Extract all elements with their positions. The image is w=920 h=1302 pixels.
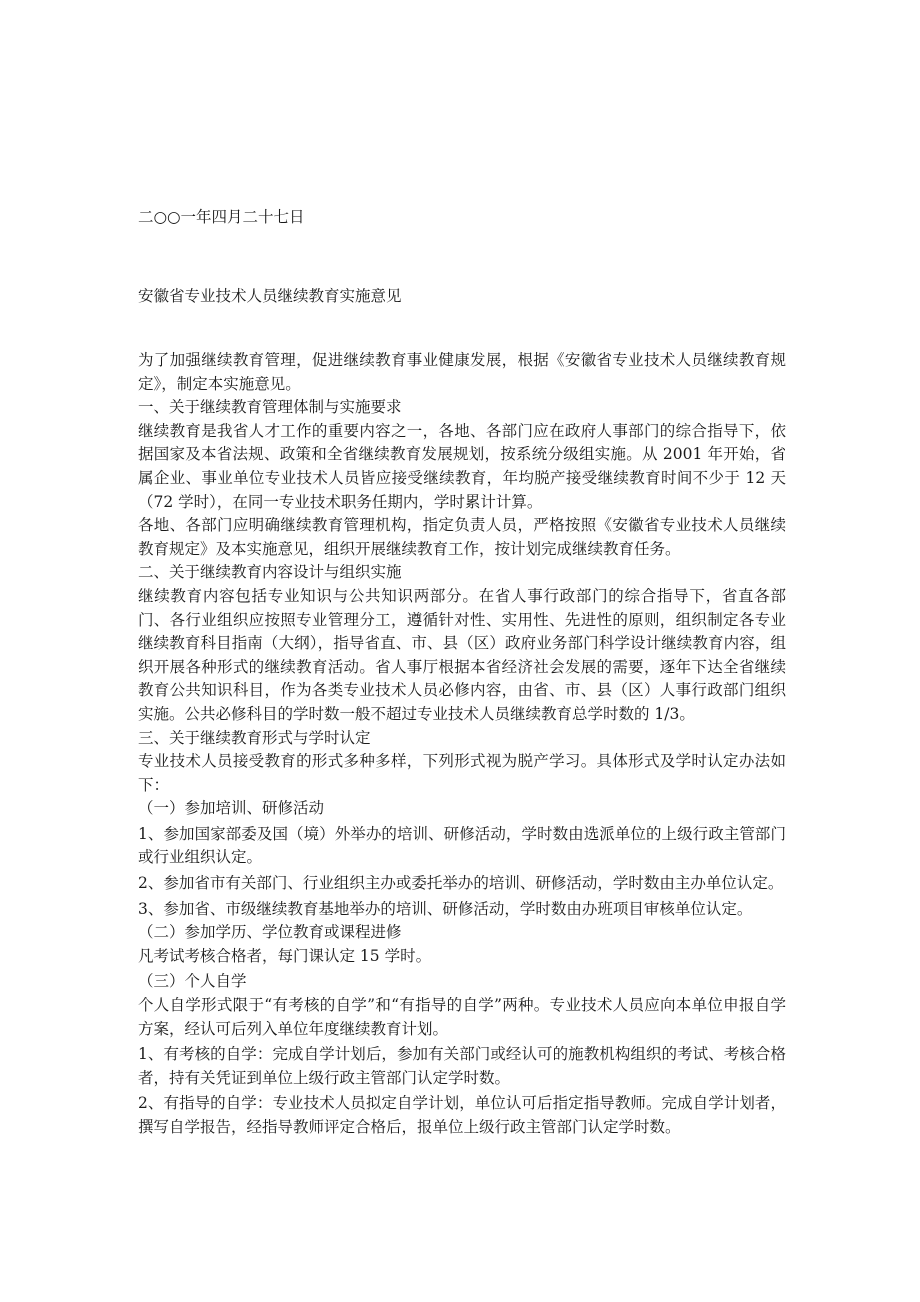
section-heading-1: 一、关于继续教育管理体制与实施要求 bbox=[138, 398, 402, 417]
document-body bbox=[138, 349, 786, 1140]
document-date: 二○○一年四月二十七日 bbox=[138, 208, 305, 226]
body-paragraph: 凡考试考核合格者，每门课认定 15 学时。 bbox=[138, 946, 432, 965]
list-item: 1、有考核的自学：完成自学计划后，参加有关部门或经认可的施教机构组织的考试、考核合格者，持有关凭证到单位上级行政主管部门认定学时数。 bbox=[138, 1045, 786, 1087]
subsection-heading-3: （三）个人自学 bbox=[138, 972, 247, 991]
list-item: 2、有指导的自学：专业技术人员拟定自学计划，单位认可后指定指导教师。完成自学计划者，撰写自学报告，经指导教师评定合格后，报单位上级行政主管部门认定学时数。 bbox=[138, 1094, 786, 1136]
list-item: 2、参加省市有关部门、行业组织主办或委托举办的培训、研修活动，学时数由主办单位认定。 bbox=[138, 874, 784, 893]
list-item: 3、参加省、市级继续教育基地举办的培训、研修活动，学时数由办班项目审核单位认定。 bbox=[138, 899, 753, 918]
document-title: 安徽省专业技术人员继续教育实施意见 bbox=[138, 287, 402, 305]
subsection-heading-1: （一）参加培训、研修活动 bbox=[138, 799, 325, 818]
body-paragraph: 专业技术人员接受教育的形式多种多样，下列形式视为脱产学习。具体形式及学时认定办法如下： bbox=[138, 752, 786, 794]
body-paragraph: 各地、各部门应明确继续教育管理机构，指定负责人员，严格按照《安徽省专业技术人员继续教育规定》及本实施意见，组织开展继续教育工作，按计划完成继续教育任务。 bbox=[138, 516, 786, 558]
section-heading-3: 三、关于继续教育形式与学时认定 bbox=[138, 728, 371, 747]
body-paragraph: 继续教育是我省人才工作的重要内容之一，各地、各部门应在政府人事部门的综合指导下，依据国家及本省法规、政策和全省继续教育发展规划，按系统分级组实施。从 2001 年开始，省属企业、事业单位专业技术人员皆应接受继续教育，年均脱产接受继续教育时间不少于 12 天（72 学时），在同一专业技术职务任期内，学时累计计算。 bbox=[138, 421, 786, 511]
section-heading-2: 二、关于继续教育内容设计与组织实施 bbox=[138, 563, 402, 582]
subsection-heading-2: （二）参加学历、学位教育或课程进修 bbox=[138, 923, 402, 942]
intro-paragraph: 为了加强继续教育管理，促进继续教育事业健康发展，根据《安徽省专业技术人员继续教育规定》，制定本实施意见。 bbox=[138, 351, 786, 393]
body-paragraph: 继续教育内容包括专业知识与公共知识两部分。在省人事行政部门的综合指导下，省直各部门、各行业组织应按照专业管理分工，遵循针对性、实用性、先进性的原则，组织制定各专业继续教育科目指南（大纲），指导省直、市、县（区）政府业务部门科学设计继续教育内容，组织开展各种形式的继续教育活动。省人事厅根据本省经济社会发展的需要，逐年下达全省继续教育公共知识科目，作为各类专业技术人员必修内容，由省、市、县（区）人事行政部门组织实施。公共必修科目的学时数一般不超过专业技术人员继续教育总学时数的 1/3。 bbox=[138, 586, 786, 723]
list-item: 1、参加国家部委及国（境）外举办的培训、研修活动，学时数由选派单位的上级行政主管部门或行业组织认定。 bbox=[138, 824, 786, 867]
body-paragraph: 个人自学形式限于“有考核的自学”和“有指导的自学”两种。专业技术人员应向本单位申报自学方案，经认可后列入单位年度继续教育计划。 bbox=[138, 996, 786, 1038]
